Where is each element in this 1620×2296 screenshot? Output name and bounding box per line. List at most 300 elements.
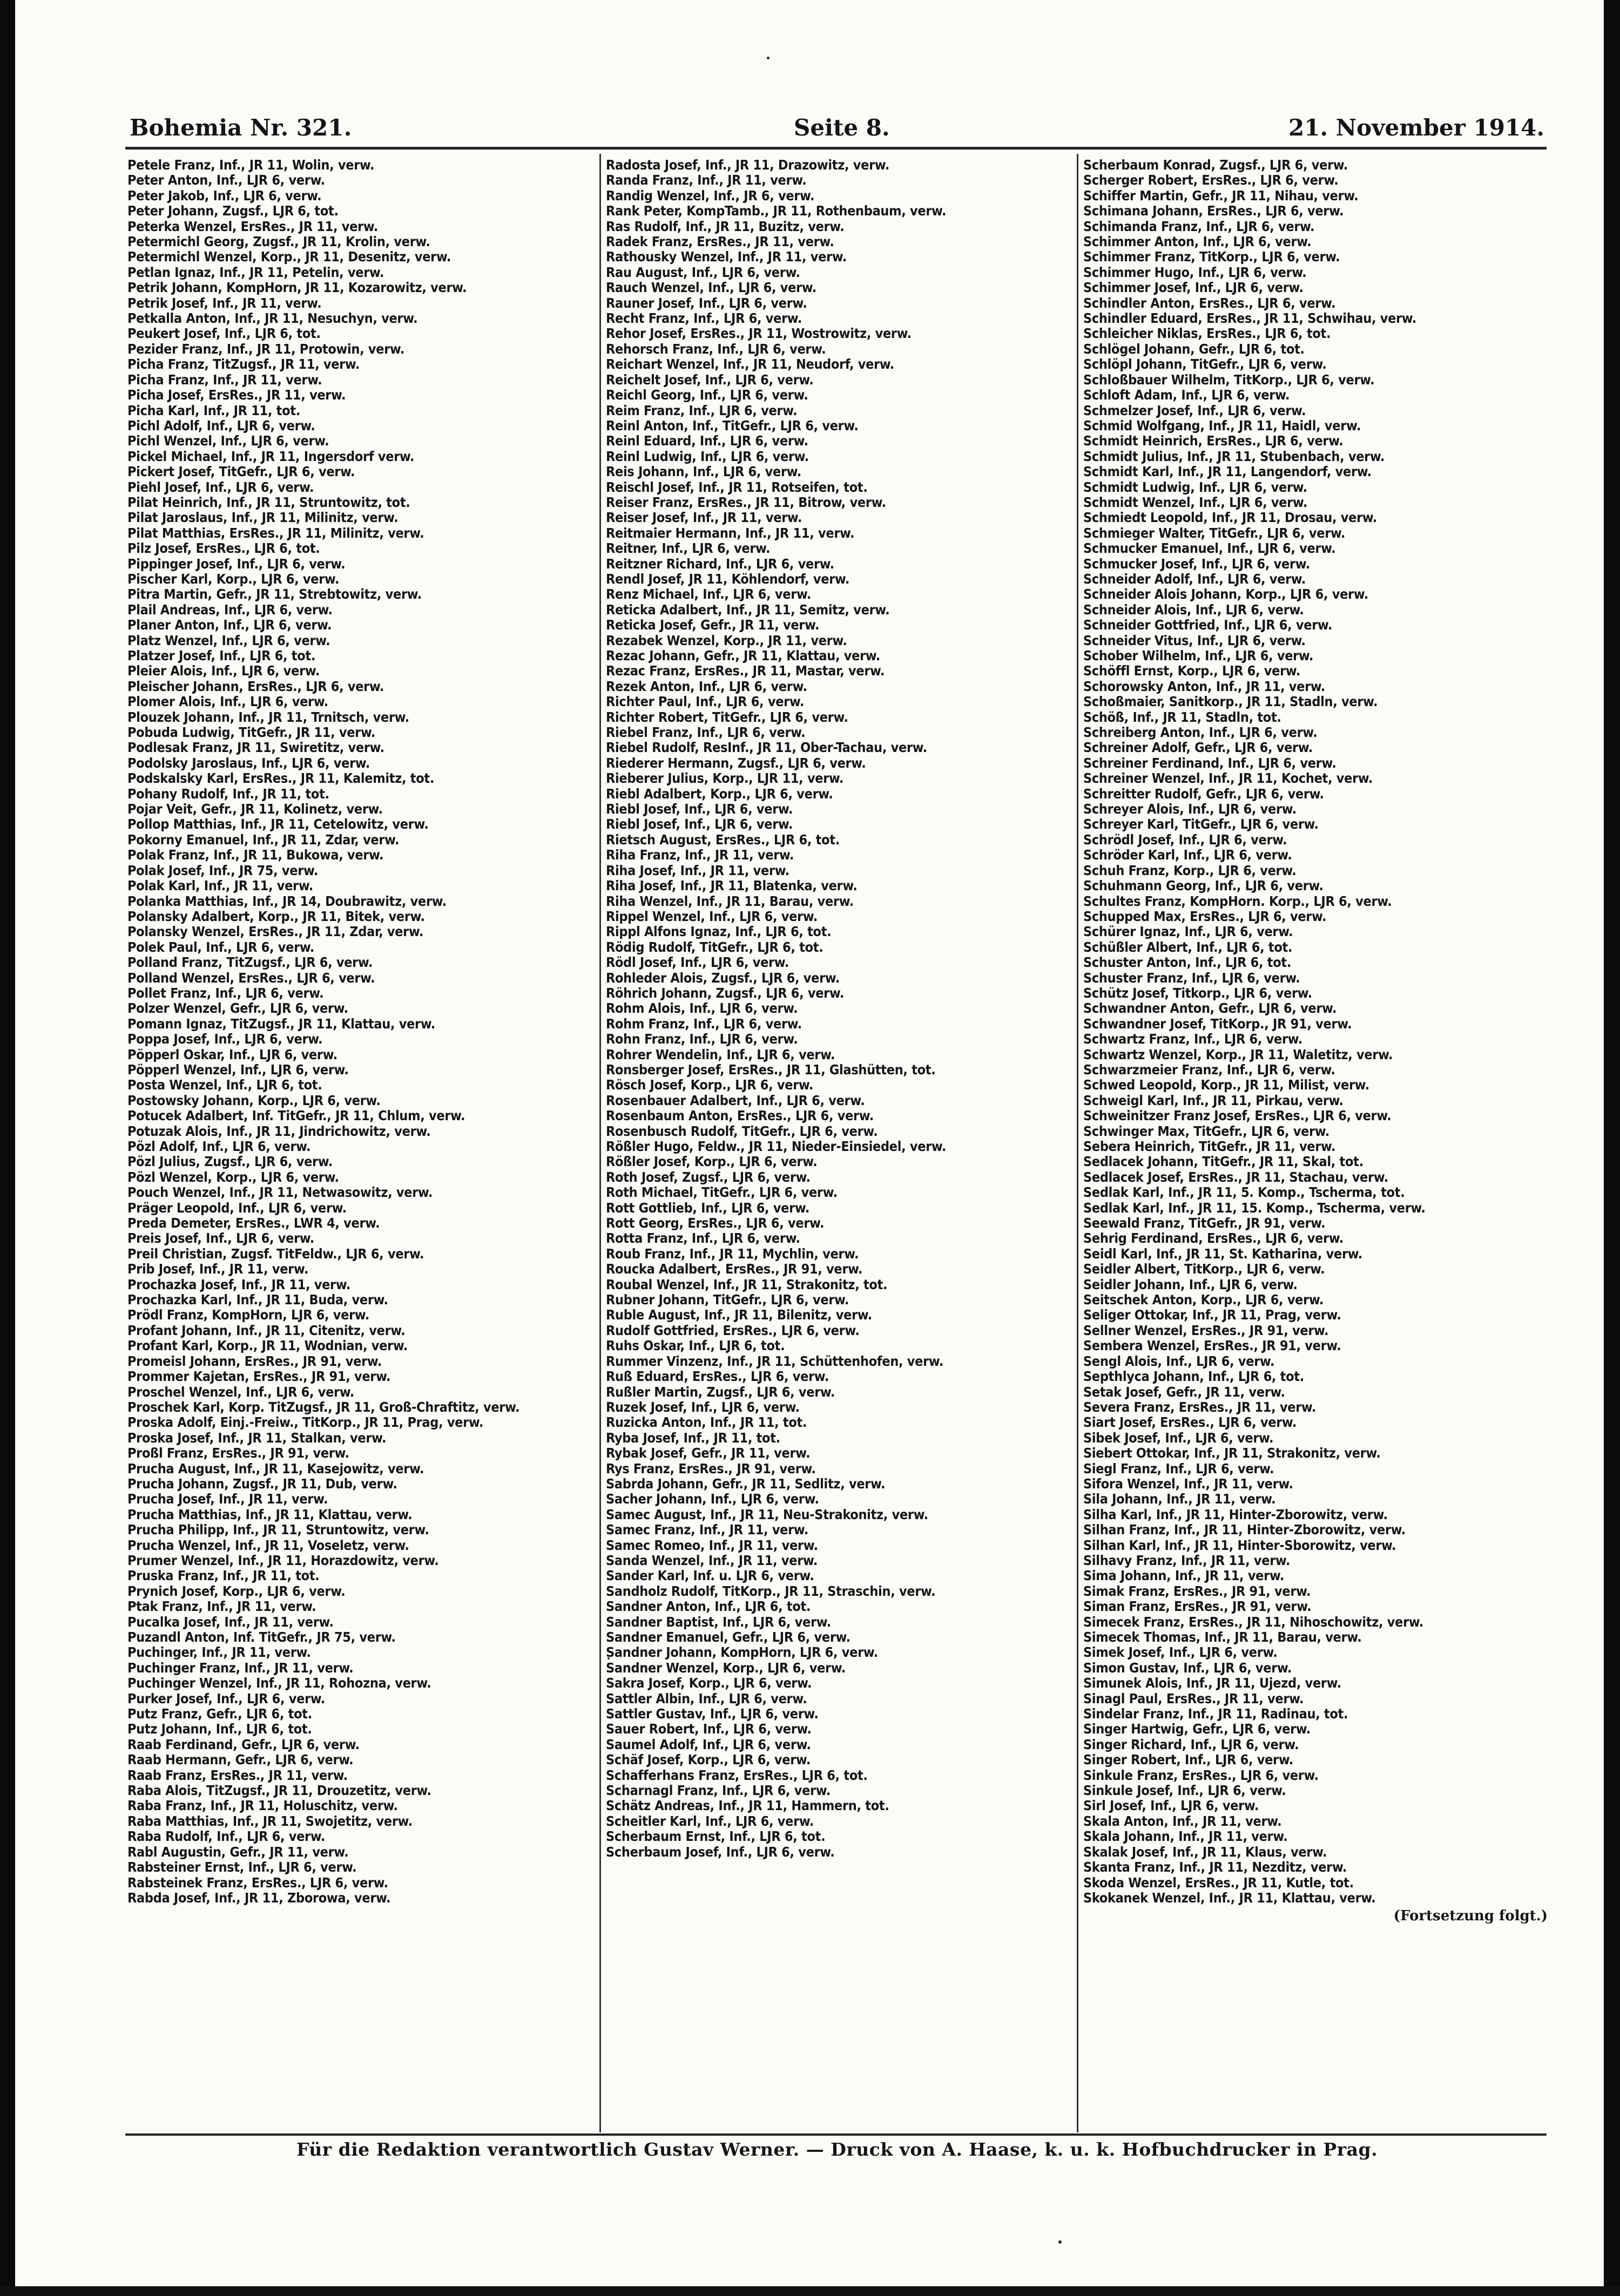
casualty-entry: Silhan Karl, Inf., JR 11, Hinter-Sborowitz, verw. (1083, 1538, 1396, 1553)
scan-border-right (1604, 0, 1620, 2296)
casualty-entry: Riebl Josef, Inf., LJR 6, verw. (606, 802, 793, 817)
casualty-entry: Simak Franz, ErsRes., JR 91, verw. (1083, 1583, 1311, 1599)
casualty-entry: Skoda Wenzel, ErsRes., JR 11, Kutle, tot. (1083, 1875, 1354, 1891)
casualty-entry: Rosenbusch Rudolf, TitGefr., LJR 6, verw. (606, 1123, 878, 1139)
casualty-entry: Schindler Eduard, ErsRes., JR 11, Schwihau, verw. (1083, 311, 1417, 327)
casualty-entry: Reinl Eduard, Inf., LJR 6, verw. (606, 434, 808, 449)
casualty-entry: Pokorny Emanuel, Inf., JR 11, Zdar, verw. (127, 832, 400, 848)
casualty-entry: Picha Karl, Inf., JR 11, tot. (127, 403, 300, 418)
casualty-entry: Purker Josef, Inf., LJR 6, verw. (127, 1691, 325, 1706)
casualty-entry: Petrik Johann, KompHorn, JR 11, Kozarowitz, verw. (127, 280, 467, 296)
casualty-entry: Reichl Georg, Inf., LJR 6, verw. (606, 388, 808, 403)
casualty-entry: Proschek Karl, Korp. TitZugsf., JR 11, Groß-Chraftitz, verw. (127, 1399, 520, 1415)
casualty-entry: Siart Josef, ErsRes., LJR 6, verw. (1083, 1415, 1297, 1431)
casualty-entry: Samec Romeo, Inf., JR 11, verw. (606, 1538, 818, 1553)
casualty-entry: Schmidt Karl, Inf., JR 11, Langendorf, verw. (1083, 464, 1372, 480)
casualty-entry: Präger Leopold, Inf., LJR 6, verw. (127, 1200, 347, 1216)
casualty-entry: Schreiner Wenzel, Inf., JR 11, Kochet, verw. (1083, 771, 1373, 787)
casualty-entry: Profant Johann, Inf., JR 11, Citenitz, verw. (127, 1323, 406, 1338)
casualty-entry: Rezabek Wenzel, Korp., JR 11, verw. (606, 633, 847, 648)
casualty-entry: Posta Wenzel, Inf., LJR 6, tot. (127, 1078, 322, 1093)
casualty-entry: Silha Karl, Inf., JR 11, Hinter-Zborowitz, verw. (1083, 1507, 1388, 1522)
casualty-entry: Schürer Ignaz, Inf., LJR 6, verw. (1083, 924, 1293, 940)
casualty-entry: Schultes Franz, KompHorn. Korp., LJR 6, verw. (1083, 893, 1392, 909)
casualty-entry: Sandner Baptist, Inf., LJR 6, verw. (606, 1614, 831, 1630)
scan-speck (1058, 2240, 1062, 2244)
casualty-entry: Preda Demeter, ErsRes., LWR 4, verw. (127, 1216, 380, 1231)
casualty-entry: Ruß Eduard, ErsRes., LJR 6, verw. (606, 1369, 829, 1385)
casualty-entry: Prucha August, Inf., JR 11, Kasejowitz, verw. (127, 1461, 424, 1477)
casualty-entry: Rys Franz, ErsRes., JR 91, verw. (606, 1461, 816, 1477)
casualty-entry: Riederer Hermann, Zugsf., LJR 6, verw. (606, 755, 866, 771)
casualty-entry: Radek Franz, ErsRes., JR 11, verw. (606, 234, 834, 250)
casualty-entry: Ruzek Josef, Inf., LJR 6, verw. (606, 1399, 800, 1415)
casualty-entry: Saumel Adolf, Inf., LJR 6, verw. (606, 1737, 811, 1752)
casualty-entry: Peter Johann, Zugsf., LJR 6, tot. (127, 204, 339, 219)
casualty-entry: Simek Josef, Inf., LJR 6, verw. (1083, 1645, 1278, 1661)
casualty-entry: Petermichl Wenzel, Korp., JR 11, Desenitz, verw. (127, 249, 451, 265)
casualty-entry: Schmidt Julius, Inf., JR 11, Stubenbach, verw. (1083, 449, 1385, 464)
casualty-entry: Raba Matthias, Inf., JR 11, Swojetitz, verw. (127, 1813, 413, 1829)
casualty-entry: Polek Paul, Inf., LJR 6, verw. (127, 939, 315, 955)
casualty-entry: Rudolf Gottfried, ErsRes., LJR 6, verw. (606, 1323, 860, 1338)
casualty-entry: Proska Adolf, Einj.-Freiw., TitKorp., JR 11, Prag, verw. (127, 1415, 484, 1431)
casualty-entry: Polak Franz, Inf., JR 11, Bukowa, verw. (127, 848, 384, 863)
casualty-entry: Preis Josef, Inf., LJR 6, verw. (127, 1231, 314, 1247)
casualty-entry: Schütz Josef, Titkorp., LJR 6, verw. (1083, 985, 1312, 1001)
casualty-column-3 (1083, 158, 1548, 1924)
casualty-entry: Simunek Alois, Inf., JR 11, Ujezd, verw. (1083, 1676, 1341, 1691)
casualty-entry: Pohany Rudolf, Inf., JR 11, tot. (127, 786, 329, 802)
casualty-entry: Potucek Adalbert, Inf. TitGefr., JR 11, Chlum, verw. (127, 1108, 465, 1124)
casualty-entry: Riebel Franz, Inf., LJR 6, verw. (606, 725, 806, 741)
casualty-entry: Seliger Ottokar, Inf., JR 11, Prag, verw. (1083, 1308, 1341, 1323)
casualty-entry: Sandner Anton, Inf., LJR 6, tot. (606, 1599, 811, 1615)
casualty-entry: Schuster Anton, Inf., LJR 6, tot. (1083, 955, 1292, 971)
casualty-entry: Roubal Wenzel, Inf., JR 11, Strakonitz, tot. (606, 1277, 888, 1292)
casualty-entry: Setak Josef, Gefr., JR 11, verw. (1083, 1384, 1285, 1400)
casualty-entry: Riebl Josef, Inf., LJR 6, verw. (606, 817, 793, 832)
casualty-entry: Samec Franz, Inf., JR 11, verw. (606, 1522, 809, 1538)
casualty-entry: Pucalka Josef, Inf., JR 11, verw. (127, 1614, 334, 1630)
casualty-entry: Pleischer Johann, ErsRes., LJR 6, verw. (127, 679, 384, 694)
casualty-entry: Scheitler Karl, Inf., LJR 6, verw. (606, 1813, 814, 1829)
casualty-entry: Riha Franz, Inf., JR 11, verw. (606, 848, 794, 863)
casualty-entry: Peter Jakob, Inf., LJR 6, verw. (127, 188, 322, 204)
casualty-entry: Prib Josef, Inf., JR 11, verw. (127, 1262, 309, 1277)
casualty-entry: Pouch Wenzel, Inf., JR 11, Netwasowitz, verw. (127, 1185, 433, 1201)
casualty-entry: Prommer Kajetan, ErsRes., JR 91, verw. (127, 1369, 391, 1385)
casualty-entry: Reiser Josef, Inf., JR 11, verw. (606, 510, 802, 526)
casualty-entry: Schöffl Ernst, Korp., LJR 6, verw. (1083, 663, 1301, 679)
casualty-entry: Podskalsky Karl, ErsRes., JR 11, Kalemitz, tot. (127, 771, 435, 787)
casualty-entry: Poppa Josef, Inf., LJR 6, verw. (127, 1032, 323, 1047)
casualty-entry: Schneider Vitus, Inf., LJR 6, verw. (1083, 633, 1306, 648)
casualty-entry: Petkalla Anton, Inf., JR 11, Nesuchyn, verw. (127, 311, 418, 327)
casualty-entry: Rohleder Alois, Zugsf., LJR 6, verw. (606, 970, 840, 986)
casualty-entry: Raba Alois, TitZugsf., JR 11, Drouzetitz, verw. (127, 1783, 431, 1799)
casualty-entry: Schwandner Anton, Gefr., LJR 6, verw. (1083, 1001, 1337, 1017)
casualty-entry: Ruzicka Anton, Inf., JR 11, tot. (606, 1415, 807, 1431)
casualty-entry: Sehrig Ferdinand, ErsRes., LJR 6, verw. (1083, 1231, 1344, 1247)
casualty-entry: Schlöpl Johann, TitGefr., LJR 6, verw. (1083, 357, 1327, 372)
casualty-entry: Schöß, Inf., JR 11, Stadln, tot. (1083, 709, 1281, 725)
casualty-entry: Scherbaum Konrad, Zugsf., LJR 6, verw. (1083, 158, 1348, 173)
casualty-entry: Schüßler Albert, Inf., LJR 6, tot. (1083, 939, 1293, 955)
casualty-entry: Picha Franz, Inf., JR 11, verw. (127, 372, 322, 388)
casualty-entry: Rößler Josef, Korp., LJR 6, verw. (606, 1154, 818, 1170)
casualty-entry: Potuzak Alois, Inf., JR 11, Jindrichowitz, verw. (127, 1123, 431, 1139)
casualty-entry: Siebert Ottokar, Inf., JR 11, Strakonitz, verw. (1083, 1446, 1381, 1461)
casualty-entry: Rabda Josef, Inf., JR 11, Zborowa, verw. (127, 1890, 391, 1906)
casualty-entry: Pollet Franz, Inf., LJR 6, verw. (127, 985, 324, 1001)
casualty-entry: Roth Josef, Zugsf., LJR 6, verw. (606, 1169, 811, 1185)
casualty-entry: Schuh Franz, Korp., LJR 6, verw. (1083, 863, 1297, 878)
casualty-entry: Prochazka Karl, Inf., JR 11, Buda, verw. (127, 1292, 388, 1308)
casualty-entry: Rathousky Wenzel, Inf., JR 11, verw. (606, 249, 847, 265)
casualty-entry: Pickert Josef, TitGefr., LJR 6, verw. (127, 464, 355, 480)
casualty-entry: Proschel Wenzel, Inf., LJR 6, verw. (127, 1384, 354, 1400)
casualty-column-1 (127, 158, 588, 1906)
casualty-entry: Rieberer Julius, Korp., LJR 11, verw. (606, 771, 844, 787)
casualty-entry: Pobuda Ludwig, TitGefr., JR 11, verw. (127, 725, 376, 741)
casualty-entry: Schweinitzer Franz Josef, ErsRes., LJR 6, verw. (1083, 1108, 1392, 1124)
casualty-entry: Seitschek Anton, Korp., LJR 6, verw. (1083, 1292, 1324, 1308)
casualty-entry: Schwandner Josef, TitKorp., JR 91, verw. (1083, 1016, 1352, 1032)
casualty-entry: Polanka Matthias, Inf., JR 14, Doubrawitz, verw. (127, 893, 447, 909)
casualty-column-2 (606, 158, 1066, 1860)
casualty-entry: Pözl Julius, Zugsf., LJR 6, verw. (127, 1154, 333, 1170)
casualty-entry: Rotta Franz, Inf., LJR 6, verw. (606, 1231, 800, 1247)
casualty-entry: Podlesak Franz, JR 11, Swiretitz, verw. (127, 740, 384, 756)
casualty-entry: Pichl Wenzel, Inf., LJR 6, verw. (127, 434, 329, 449)
casualty-entry: Sinkule Franz, ErsRes., LJR 6, verw. (1083, 1767, 1319, 1783)
casualty-entry: Schloßbauer Wilhelm, TitKorp., LJR 6, verw. (1083, 372, 1375, 388)
casualty-entry: Riebl Adalbert, Korp., LJR 6, verw. (606, 786, 833, 802)
casualty-entry: Skanta Franz, Inf., JR 11, Nezditz, verw. (1083, 1860, 1347, 1875)
casualty-entry: Schoßmaier, Sanitkorp., JR 11, Stadln, verw. (1083, 694, 1378, 710)
casualty-entry: Schuster Franz, Inf., LJR 6, verw. (1083, 970, 1300, 986)
casualty-entry: Sindelar Franz, Inf., JR 11, Radinau, tot. (1083, 1706, 1348, 1722)
casualty-entry: Planer Anton, Inf., LJR 6, verw. (127, 618, 332, 633)
casualty-entry: Seidler Johann, Inf., LJR 6, verw. (1083, 1277, 1298, 1292)
casualty-entry: Schätz Andreas, Inf., JR 11, Hammern, tot. (606, 1798, 889, 1814)
casualty-entry: Rödig Rudolf, TitGefr., LJR 6, tot. (606, 939, 824, 955)
casualty-entry: Sinagl Paul, ErsRes., JR 11, verw. (1083, 1691, 1304, 1706)
casualty-entry: Rippl Alfons Ignaz, Inf., LJR 6, tot. (606, 924, 832, 940)
casualty-entry: Prucha Philipp, Inf., JR 11, Struntowitz, verw. (127, 1522, 429, 1538)
casualty-entry: Petrik Josef, Inf., JR 11, verw. (127, 295, 322, 311)
casualty-entry: Seidler Albert, TitKorp., LJR 6, verw. (1083, 1262, 1325, 1277)
casualty-entry: Schuhmann Georg, Inf., LJR 6, verw. (1083, 878, 1324, 894)
casualty-entry: Schneider Adolf, Inf., LJR 6, verw. (1083, 571, 1306, 587)
casualty-entry: Riha Wenzel, Inf., JR 11, Barau, verw. (606, 893, 854, 909)
casualty-entry: Randig Wenzel, Inf., JR 6, verw. (606, 188, 815, 204)
casualty-entry: Sifora Wenzel, Inf., JR 11, verw. (1083, 1476, 1293, 1492)
casualty-entry: Schloft Adam, Inf., LJR 6, verw. (1083, 388, 1290, 403)
casualty-entry: Prucha Matthias, Inf., JR 11, Klattau, verw. (127, 1507, 413, 1522)
casualty-entry: Schreiberg Anton, Inf., LJR 6, verw. (1083, 725, 1318, 741)
casualty-entry: Schreyer Karl, TitGefr., LJR 6, verw. (1083, 817, 1319, 832)
page-header (130, 114, 1544, 145)
casualty-entry: Ryba Josef, Inf., JR 11, tot. (606, 1430, 780, 1446)
casualty-entry: Pilat Jaroslaus, Inf., JR 11, Milinitz, verw. (127, 510, 399, 526)
casualty-entry: Siman Franz, ErsRes., JR 91, verw. (1083, 1599, 1312, 1615)
casualty-entry: Rummer Vinzenz, Inf., JR 11, Schüttenhofen, verw. (606, 1353, 944, 1369)
casualty-entry: Pilat Matthias, ErsRes., JR 11, Milinitz, verw. (127, 525, 424, 541)
casualty-entry: Schwinger Max, TitGefr., LJR 6, verw. (1083, 1123, 1329, 1139)
casualty-entry: Sandholz Rudolf, TitKorp., JR 11, Straschin, verw. (606, 1583, 936, 1599)
casualty-entry: Sauer Robert, Inf., LJR 6, verw. (606, 1722, 812, 1737)
casualty-entry: Riha Josef, Inf., JR 11, Blatenka, verw. (606, 878, 858, 894)
casualty-entry: Puchinger Franz, Inf., JR 11, verw. (127, 1660, 354, 1676)
casualty-entry: Schmelzer Josef, Inf., LJR 6, verw. (1083, 403, 1306, 418)
column-divider (1077, 154, 1078, 2132)
casualty-entry: Richter Paul, Inf., LJR 6, verw. (606, 694, 805, 710)
casualty-entry: Peterka Wenzel, ErsRes., JR 11, verw. (127, 219, 378, 234)
casualty-entry: Siegl Franz, Inf., LJR 6, verw. (1083, 1461, 1274, 1477)
casualty-entry: Sedlak Karl, Inf., JR 11, 15. Komp., Tscherma, verw. (1083, 1200, 1426, 1216)
casualty-entry: Scherbaum Ernst, Inf., LJR 6, tot. (606, 1829, 826, 1845)
newspaper-issue: Bohemia Nr. 321. (130, 114, 352, 141)
casualty-entry: Raba Rudolf, Inf., LJR 6, verw. (127, 1829, 325, 1845)
casualty-entry: Samec August, Inf., JR 11, Neu-Strakonitz, verw. (606, 1507, 928, 1522)
casualty-entry: Preil Christian, Zugsf. TitFeldw., LJR 6, verw. (127, 1246, 424, 1262)
casualty-entry: Roub Franz, Inf., JR 11, Mychlin, verw. (606, 1246, 859, 1262)
casualty-entry: Rosenbaum Anton, ErsRes., LJR 6, verw. (606, 1108, 874, 1124)
casualty-entry: Pickel Michael, Inf., JR 11, Ingersdorf verw. (127, 449, 415, 464)
casualty-entry: Radosta Josef, Inf., JR 11, Drazowitz, verw. (606, 158, 890, 173)
casualty-entry: Schimana Johann, ErsRes., LJR 6, verw. (1083, 204, 1344, 219)
casualty-entry: Puzandl Anton, Inf. TitGefr., JR 75, verw. (127, 1630, 396, 1645)
casualty-entry: Sinkule Josef, Inf., LJR 6, verw. (1083, 1783, 1286, 1799)
casualty-entry: Schimmer Franz, TitKorp., LJR 6, verw. (1083, 249, 1340, 265)
casualty-entry: Sellner Wenzel, ErsRes., JR 91, verw. (1083, 1323, 1329, 1338)
casualty-entry: Putz Johann, Inf., LJR 6, tot. (127, 1722, 312, 1737)
casualty-entry: Simon Gustav, Inf., LJR 6, verw. (1083, 1660, 1292, 1676)
continuation-note: (Fortsetzung folgt.) (1393, 1908, 1548, 1925)
casualty-entry: Rehor Josef, ErsRes., JR 11, Wostrowitz, verw. (606, 326, 912, 342)
casualty-entry: Rendl Josef, JR 11, Köhlendorf, verw. (606, 571, 850, 587)
casualty-entry: Reis Johann, Inf., LJR 6, verw. (606, 464, 801, 480)
casualty-entry: Silhan Franz, Inf., JR 11, Hinter-Zborowitz, verw. (1083, 1522, 1406, 1538)
casualty-entry: Prucha Johann, Zugsf., JR 11, Dub, verw. (127, 1476, 397, 1492)
casualty-entry: Rohn Franz, Inf., LJR 6, verw. (606, 1032, 798, 1047)
casualty-entry: Rott Gottlieb, Inf., LJR 6, verw. (606, 1200, 810, 1216)
casualty-entry: Sandner Johann, KompHorn, LJR 6, verw. (606, 1645, 879, 1661)
scan-border-left (0, 0, 15, 2296)
casualty-entry: Rauch Wenzel, Inf., LJR 6, verw. (606, 280, 816, 296)
casualty-entry: Schober Wilhelm, Inf., LJR 6, verw. (1083, 648, 1314, 663)
casualty-entry: Rippel Wenzel, Inf., LJR 6, verw. (606, 909, 818, 924)
casualty-entry: Putz Franz, Gefr., LJR 6, tot. (127, 1706, 312, 1722)
scan-border-bottom (0, 2286, 1620, 2296)
casualty-entry: Schneider Gottfried, Inf., LJR 6, verw. (1083, 618, 1333, 633)
casualty-entry: Reiser Franz, ErsRes., JR 11, Bitrow, verw. (606, 495, 886, 510)
casualty-entry: Rietsch August, ErsRes., LJR 6, tot. (606, 832, 840, 848)
casualty-entry: Peukert Josef, Inf., LJR 6, tot. (127, 326, 321, 342)
casualty-entry: Sengl Alois, Inf., LJR 6, verw. (1083, 1353, 1275, 1369)
casualty-entry: Platzer Josef, Inf., LJR 6, tot. (127, 648, 316, 663)
casualty-entry: Raab Franz, ErsRes., JR 11, verw. (127, 1767, 348, 1783)
casualty-entry: Schmieger Walter, TitGefr., LJR 6, verw. (1083, 525, 1346, 541)
casualty-entry: Seewald Franz, TitGefr., JR 91, verw. (1083, 1216, 1326, 1231)
casualty-entry: Prochazka Josef, Inf., JR 11, verw. (127, 1277, 350, 1292)
casualty-entry: Schlögel Johann, Gefr., LJR 6, tot. (1083, 341, 1305, 357)
casualty-entry: Silhavy Franz, Inf., JR 11, verw. (1083, 1553, 1291, 1568)
casualty-entry: Schimmer Hugo, Inf., LJR 6, verw. (1083, 265, 1307, 280)
casualty-entry: Schimmer Anton, Inf., LJR 6, verw. (1083, 234, 1312, 250)
casualty-entry: Plomer Alois, Inf., LJR 6, verw. (127, 694, 328, 710)
casualty-entry: Puchinger Wenzel, Inf., JR 11, Rohozna, verw. (127, 1676, 431, 1691)
casualty-entry: Schmidt Heinrich, ErsRes., LJR 6, verw. (1083, 434, 1344, 449)
casualty-entry: Schiffer Martin, Gefr., JR 11, Nihau, verw. (1083, 188, 1359, 204)
casualty-entry: Reischl Josef, Inf., JR 11, Rotseifen, tot. (606, 479, 868, 495)
casualty-entry: Reinl Anton, Inf., TitGefr., LJR 6, verw. (606, 418, 859, 434)
casualty-entry: Renz Michael, Inf., LJR 6, verw. (606, 587, 812, 602)
casualty-entry: Pomann Ignaz, TitZugsf., JR 11, Klattau, verw. (127, 1016, 435, 1032)
casualty-entry: Pilz Josef, ErsRes., LJR 6, tot. (127, 541, 320, 557)
casualty-entry: Sakra Josef, Korp., LJR 6, verw. (606, 1676, 812, 1691)
casualty-entry: Schwartz Wenzel, Korp., JR 11, Waletitz, verw. (1083, 1047, 1393, 1062)
casualty-entry: Schreiner Ferdinand, Inf., LJR 6, verw. (1083, 755, 1336, 771)
casualty-entry: Seidl Karl, Inf., JR 11, St. Katharina, verw. (1083, 1246, 1362, 1262)
casualty-entry: Piehl Josef, Inf., LJR 6, verw. (127, 479, 314, 495)
casualty-entry: Schmiedt Leopold, Inf., JR 11, Drosau, verw. (1083, 510, 1377, 526)
casualty-entry: Sembera Wenzel, ErsRes., JR 91, verw. (1083, 1338, 1341, 1354)
casualty-entry: Skala Anton, Inf., JR 11, verw. (1083, 1813, 1282, 1829)
casualty-entry: Schwed Leopold, Korp., JR 11, Milist, verw. (1083, 1078, 1369, 1093)
casualty-entry: Ruhs Oskar, Inf., LJR 6, tot. (606, 1338, 785, 1354)
casualty-entry: Recht Franz, Inf., LJR 6, verw. (606, 311, 802, 327)
casualty-entry: Schmidt Wenzel, Inf., LJR 6, verw. (1083, 495, 1308, 510)
casualty-entry: Prödl Franz, KompHorn, LJR 6, verw. (127, 1308, 370, 1323)
casualty-entry: Reim Franz, Inf., LJR 6, verw. (606, 403, 798, 418)
casualty-entry: Platz Wenzel, Inf., LJR 6, verw. (127, 633, 330, 648)
casualty-entry: Rabsteinek Franz, ErsRes., LJR 6, verw. (127, 1875, 388, 1891)
casualty-entry: Rösch Josef, Korp., LJR 6, verw. (606, 1078, 814, 1093)
casualty-entry: Schreitter Rudolf, Gefr., LJR 6, verw. (1083, 786, 1324, 802)
casualty-entry: Polland Franz, TitZugsf., LJR 6, verw. (127, 955, 373, 971)
casualty-entry: Schwarzmeier Franz, Inf., LJR 6, verw. (1083, 1062, 1335, 1078)
casualty-entry: Pojar Veit, Gefr., JR 11, Kolinetz, verw. (127, 802, 383, 817)
casualty-entry: Plouzek Johann, Inf., JR 11, Trnitsch, verw. (127, 709, 409, 725)
issue-date: 21. November 1914. (1288, 114, 1544, 141)
casualty-entry: Pilat Heinrich, Inf., JR 11, Struntowitz, tot. (127, 495, 410, 510)
casualty-entry: Rubner Johann, TitGefr., LJR 6, verw. (606, 1292, 849, 1308)
casualty-entry: Schwartz Franz, Inf., LJR 6, verw. (1083, 1032, 1302, 1047)
casualty-entry: Skokanek Wenzel, Inf., JR 11, Klattau, verw. (1083, 1890, 1376, 1906)
casualty-entry: Singer Robert, Inf., LJR 6, verw. (1083, 1752, 1293, 1768)
casualty-entry: Polak Karl, Inf., JR 11, verw. (127, 878, 313, 894)
footer-rule (125, 2134, 1547, 2136)
casualty-entry: Sattler Gustav, Inf., LJR 6, verw. (606, 1706, 819, 1722)
header-rule (125, 147, 1547, 150)
casualty-entry: Sirl Josef, Inf., LJR 6, verw. (1083, 1798, 1259, 1814)
casualty-entry: Reichart Wenzel, Inf., JR 11, Neudorf, verw. (606, 357, 895, 372)
casualty-entry: Rauner Josef, Inf., LJR 6, verw. (606, 295, 807, 311)
casualty-entry: Prumer Wenzel, Inf., JR 11, Horazdowitz, verw. (127, 1553, 439, 1568)
casualty-entry: Podolsky Jaroslaus, Inf., LJR 6, verw. (127, 755, 370, 771)
casualty-entry: Simecek Thomas, Inf., JR 11, Barau, verw. (1083, 1630, 1362, 1645)
casualty-entry: Schmucker Josef, Inf., LJR 6, verw. (1083, 556, 1310, 572)
casualty-entry: Polak Josef, Inf., JR 75, verw. (127, 863, 319, 878)
casualty-entry: Picha Josef, ErsRes., JR 11, verw. (127, 388, 346, 403)
casualty-entry: Randa Franz, Inf., JR 11, verw. (606, 173, 807, 188)
casualty-entry: Sedlak Karl, Inf., JR 11, 5. Komp., Tscherma, tot. (1083, 1185, 1405, 1201)
casualty-entry: Schreyer Alois, Inf., LJR 6, verw. (1083, 802, 1297, 817)
casualty-entry: Schneider Alois, Inf., LJR 6, verw. (1083, 602, 1304, 618)
casualty-entry: Prucha Wenzel, Inf., JR 11, Voseletz, verw. (127, 1538, 409, 1553)
casualty-entry: Sandner Wenzel, Korp., LJR 6, verw. (606, 1660, 846, 1676)
casualty-entry: Reitner, Inf., LJR 6, verw. (606, 541, 771, 557)
casualty-entry: Rößler Hugo, Feldw., JR 11, Nieder-Einsiedel, verw. (606, 1139, 947, 1154)
casualty-entry: Sanda Wenzel, Inf., JR 11, verw. (606, 1553, 818, 1568)
column-divider (599, 154, 601, 2132)
casualty-entry: Rohrer Wendelin, Inf., LJR 6, verw. (606, 1047, 835, 1062)
casualty-entry: Schleicher Niklas, ErsRes., LJR 6, tot. (1083, 326, 1331, 342)
casualty-entry: Pözl Wenzel, Korp., LJR 6, verw. (127, 1169, 339, 1185)
casualty-entry: Riha Josef, Inf., JR 11, verw. (606, 863, 789, 878)
casualty-entry: Polland Wenzel, ErsRes., LJR 6, verw. (127, 970, 375, 986)
casualty-entry: Rau August, Inf., LJR 6, verw. (606, 265, 800, 280)
casualty-entry: Sibek Josef, Inf., LJR 6, verw. (1083, 1430, 1274, 1446)
casualty-entry: Schmid Wolfgang, Inf., JR 11, Haidl, verw. (1083, 418, 1361, 434)
casualty-entry: Pollop Matthias, Inf., JR 11, Cetelowitz, verw. (127, 817, 429, 832)
casualty-entry: Plail Andreas, Inf., LJR 6, verw. (127, 602, 333, 618)
casualty-entry: Prucha Josef, Inf., JR 11, verw. (127, 1492, 328, 1507)
casualty-entry: Pippinger Josef, Inf., LJR 6, verw. (127, 556, 346, 572)
casualty-entry: Picha Franz, TitZugsf., JR 11, verw. (127, 357, 360, 372)
casualty-entry: Rohm Alois, Inf., LJR 6, verw. (606, 1001, 798, 1017)
casualty-entry: Ptak Franz, Inf., JR 11, verw. (127, 1599, 316, 1615)
casualty-entry: Pezider Franz, Inf., JR 11, Protowin, verw. (127, 341, 405, 357)
casualty-entry: Reinl Ludwig, Inf., LJR 6, verw. (606, 449, 809, 464)
casualty-entry: Septhlyca Johann, Inf., LJR 6, tot. (1083, 1369, 1304, 1385)
casualty-entry: Severa Franz, ErsRes., JR 11, verw. (1083, 1399, 1317, 1415)
casualty-entry: Rank Peter, KompTamb., JR 11, Rothenbaum, verw. (606, 204, 947, 219)
casualty-entry: Rybak Josef, Gefr., JR 11, verw. (606, 1446, 811, 1461)
casualty-entry: Schimanda Franz, Inf., LJR 6, verw. (1083, 219, 1315, 234)
casualty-entry: Raab Ferdinand, Gefr., LJR 6, verw. (127, 1737, 360, 1752)
casualty-entry: Riebel Rudolf, ResInf., JR 11, Ober-Tachau, verw. (606, 740, 927, 756)
casualty-entry: Pöpperl Wenzel, Inf., LJR 6, verw. (127, 1062, 349, 1078)
casualty-entry: Sattler Albin, Inf., LJR 6, verw. (606, 1691, 807, 1706)
casualty-entry: Sedlacek Johann, TitGefr., JR 11, Skal, tot. (1083, 1154, 1364, 1170)
casualty-entry: Sedlacek Josef, ErsRes., JR 11, Stachau, verw. (1083, 1169, 1388, 1185)
casualty-entry: Singer Hartwig, Gefr., LJR 6, verw. (1083, 1722, 1311, 1737)
casualty-entry: Richter Robert, TitGefr., LJR 6, verw. (606, 709, 848, 725)
casualty-entry: Schupped Max, ErsRes., LJR 6, verw. (1083, 909, 1327, 924)
casualty-entry: Rohm Franz, Inf., LJR 6, verw. (606, 1016, 802, 1032)
casualty-entry: Reitzner Richard, Inf., LJR 6, verw. (606, 556, 834, 572)
casualty-entry: Postowsky Johann, Korp., LJR 6, verw. (127, 1093, 381, 1108)
casualty-entry: Petele Franz, Inf., JR 11, Wolin, verw. (127, 158, 375, 173)
casualty-entry: Schrödl Josef, Inf., LJR 6, verw. (1083, 832, 1287, 848)
casualty-entry: Sila Johann, Inf., JR 11, verw. (1083, 1492, 1276, 1507)
casualty-entry: Schmucker Emanuel, Inf., LJR 6, verw. (1083, 541, 1336, 557)
casualty-entry: Schweigl Karl, Inf., JR 11, Pirkau, verw. (1083, 1093, 1344, 1108)
casualty-entry: Pözl Adolf, Inf., LJR 6, verw. (127, 1139, 311, 1154)
casualty-entry: Roucka Adalbert, ErsRes., JR 91, verw. (606, 1262, 863, 1277)
casualty-entry: Röhrich Johann, Zugsf., LJR 6, verw. (606, 985, 845, 1001)
casualty-entry: Schmidt Ludwig, Inf., LJR 6, verw. (1083, 479, 1307, 495)
casualty-entry: Sabrda Johann, Gefr., JR 11, Sedlitz, verw. (606, 1476, 886, 1492)
casualty-entry: Sacher Johann, Inf., LJR 6, verw. (606, 1492, 819, 1507)
casualty-entry: Rezac Franz, ErsRes., JR 11, Mastar, verw. (606, 663, 885, 679)
casualty-entry: Schäf Josef, Korp., LJR 6, verw. (606, 1752, 811, 1768)
casualty-entry: Rott Georg, ErsRes., LJR 6, verw. (606, 1216, 825, 1231)
